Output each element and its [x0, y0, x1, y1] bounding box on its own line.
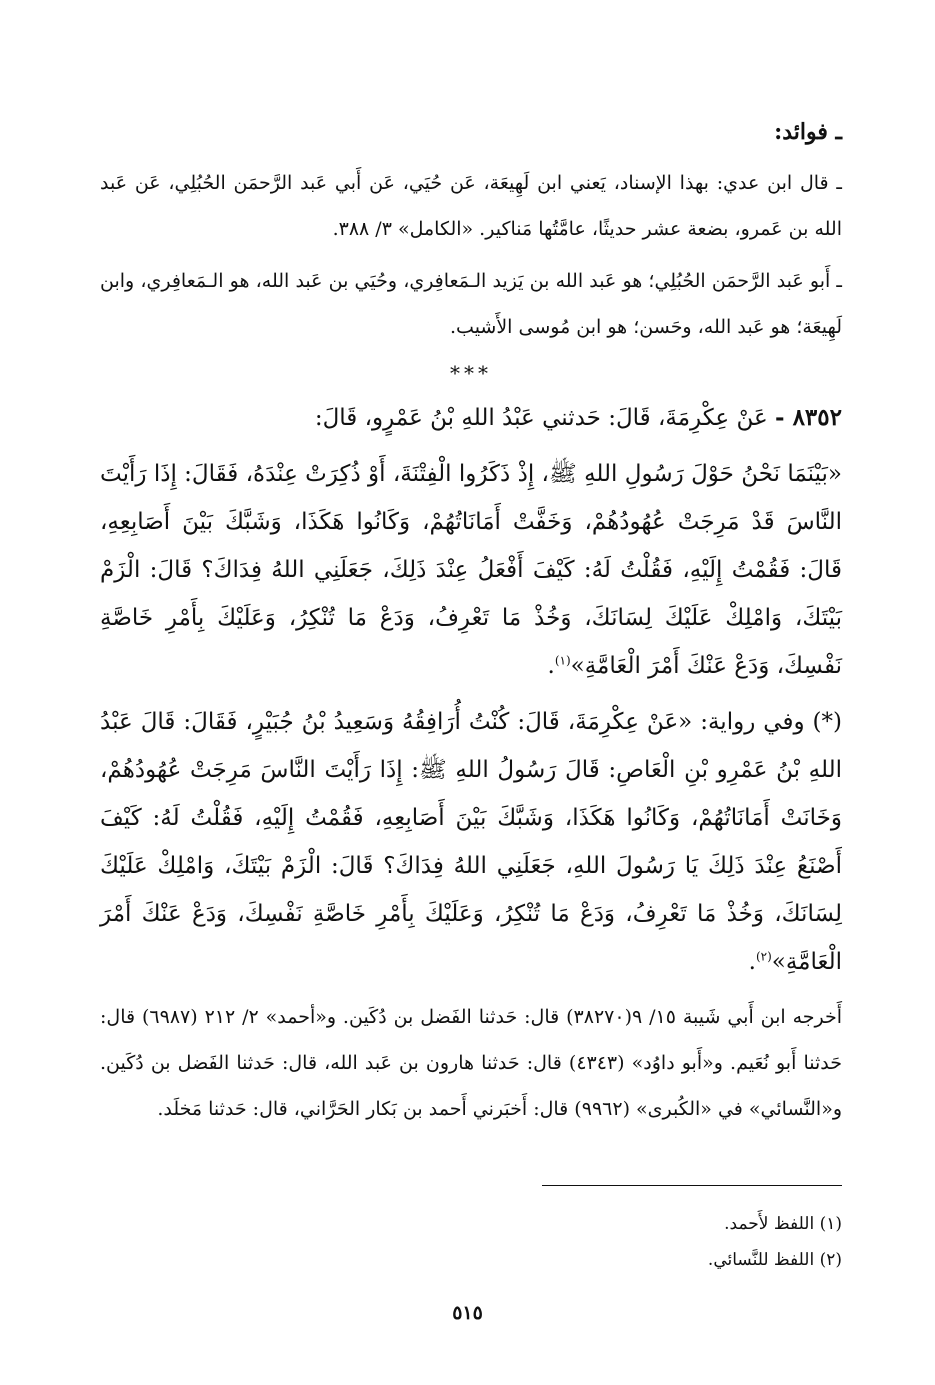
footnote-1: (١) اللفظ لأَحمد. — [724, 1214, 842, 1234]
page-body — [100, 112, 842, 1132]
page-number: ٥١٥ — [452, 1302, 483, 1324]
footnote-2: (٢) اللفظ للنَّسائي. — [707, 1250, 842, 1270]
hadith-variant-text: (*) وفي رواية: «عَنْ عِكْرِمَةَ، قَالَ: كُنْتُ أُرَافِقُهُ وَسَعِيدُ بْنُ جُبَيْرٍ، فَقَالَ: قَالَ عَبْدُ اللهِ بْنُ عَمْرِو بْنِ الْعَاصِ: قَالَ رَسُولُ اللهِ ﷺ: إِذَا رَأَيْتَ النَّاسَ مَرِجَتْ عُهُودُهُمْ، وَخَانَتْ أَمَانَاتُهُمْ، وَكَانُوا هَكَذَا، وَشَبَّكَ بَيْنَ أَصَابِعِهِ، فَقُمْتُ إِلَيْهِ، فَقُلْتُ لَهُ: كَيْفَ أَصْنَعُ عِنْدَ ذَلِكَ يَا رَسُولَ اللهِ، جَعَلَنِي اللهُ فِدَاكَ؟ قَالَ: الْزَمْ بَيْتَكَ، وَامْلِكْ عَلَيْكَ لِسَانَكَ، وَخُذْ مَا تَعْرِفُ، وَدَعْ مَا تُنْكِرُ، وَعَلَيْكَ بِأَمْرِ خَاصَّةِ نَفْسِكَ، وَدَعْ عَنْكَ أَمْرَ الْعَامَّةِ» — [100, 709, 842, 975]
hadith-isnad — [100, 394, 842, 442]
footnotes — [100, 1206, 842, 1278]
footnote-ref-1: (١) — [554, 653, 571, 668]
footnote-divider — [542, 1185, 842, 1186]
fawaid-note-narrators: ـ أَبو عَبد الرَّحمَن الحُبُلِي؛ هو عَبد الله بن يَزيد الـمَعافِري، وحُيَي بن عَبد الله، هو الـمَعافِري، وابن لَهِيعَة؛ هو عَبد الله، وحَسن؛ هو ابن مُوسى الأَشيب. — [100, 270, 842, 338]
hadith-matn-text: «بَيْنَمَا نَحْنُ حَوْلَ رَسُولِ اللهِ ﷺ، إِذْ ذَكَرُوا الْفِتْنَةَ، أَوْ ذُكِرَتْ عِنْدَهُ، فَقَالَ: إِذَا رَأَيْتَ النَّاسَ قَدْ مَرِجَتْ عُهُودُهُمْ، وَخَفَّتْ أَمَانَاتُهُمْ، وَكَانُوا هَكَذَا، وَشَبَّكَ بَيْنَ أَصَابِعِهِ، قَالَ: فَقُمْتُ إِلَيْهِ، فَقُلْتُ لَهُ: كَيْفَ أَفْعَلُ عِنْدَ ذَلِكَ، جَعَلَنِي اللهُ فِدَاكَ؟ قَالَ: الْزَمْ بَيْتَكَ، وَامْلِكْ عَلَيْكَ لِسَانَكَ، وَخُذْ مَا تَعْرِفُ، وَدَعْ مَا تُنْكِرُ، وَعَلَيْكَ بِأَمْرِ خَاصَّةِ نَفْسِكَ، وَدَعْ عَنْكَ أَمْرَ الْعَامَّةِ» — [100, 461, 842, 679]
hadith-number: ٨٣٥٢ - — [775, 404, 842, 431]
hadith-isnad-text: عَنْ عِكْرِمَةَ، قَالَ: حَدثني عَبْدُ اللهِ بْنُ عَمْرٍو، قَالَ: — [314, 405, 768, 431]
takhrij-paragraph: أَخرجه ابن أَبي شَيبة ١٥/ ٩(٣٨٢٧٠) قال: حَدثنا الفَضل بن دُكَين. و«أحمد» ٢/ ٢١٢ (٦٩٨٧) قال: حَدثنا أَبو نُعَيم. و«أَبو داوُد» (٤٣٤٣) قال: حَدثنا هارون بن عَبد الله، قال: حَدثنا الفَضل بن دُكَين. و«النَّسائي» في «الكُبرى» (٩٩٦٢) قال: أَخبَرني أَحمد بن بَكار الحَرَّاني، قال: حَدثنا مَخلَد. — [100, 1006, 843, 1120]
hadith-matn: «بَيْنَمَا نَحْنُ حَوْلَ رَسُولِ اللهِ ﷺ، إِذْ ذَكَرُوا الْفِتْنَةَ، أَوْ ذُكِرَتْ عِنْدَهُ، فَقَالَ: إِذَا رَأَيْتَ النَّاسَ قَدْ مَرِجَتْ عُهُودُهُمْ، وَخَفَّتْ أَمَانَاتُهُمْ، وَكَانُوا هَكَذَا، وَشَبَّكَ بَيْنَ أَصَابِعِهِ، قَالَ: فَقُمْتُ إِلَيْهِ، فَقُلْتُ لَهُ: كَيْفَ أَفْعَلُ عِنْدَ ذَلِكَ، جَعَلَنِي اللهُ فِدَاكَ؟ قَالَ: الْزَمْ بَيْتَكَ، وَامْلِكْ عَلَيْكَ لِسَانَكَ، وَخُذْ مَا تَعْرِفُ، وَدَعْ مَا تُنْكِرُ، وَعَلَيْكَ بِأَمْرِ خَاصَّةِ نَفْسِكَ، وَدَعْ عَنْكَ أَمْرَ الْعَامَّةِ»$^{(١)}$. — [100, 461, 842, 679]
hadith-variant: (*) وفي رواية: «عَنْ عِكْرِمَةَ، قَالَ: كُنْتُ أُرَافِقُهُ وَسَعِيدُ بْنُ جُبَيْرٍ، فَقَالَ: قَالَ عَبْدُ اللهِ بْنُ عَمْرِو بْنِ الْعَاصِ: قَالَ رَسُولُ اللهِ ﷺ: إِذَا رَأَيْتَ النَّاسَ مَرِجَتْ عُهُودُهُمْ، وَخَانَتْ أَمَانَاتُهُمْ، وَكَانُوا هَكَذَا، وَشَبَّكَ بَيْنَ أَصَابِعِهِ، فَقُمْتُ إِلَيْهِ، فَقُلْتُ لَهُ: كَيْفَ أَصْنَعُ عِنْدَ ذَلِكَ يَا رَسُولَ اللهِ، جَعَلَنِي اللهُ فِدَاكَ؟ قَالَ: الْزَمْ بَيْتَكَ، وَامْلِكْ عَلَيْكَ لِسَانَكَ، وَخُذْ مَا تَعْرِفُ، وَدَعْ مَا تُنْكِرُ، وَعَلَيْكَ بِأَمْرِ خَاصَّةِ نَفْسِكَ، وَدَعْ عَنْكَ أَمْرَ الْعَامَّةِ»$^{(٢)}$. — [100, 709, 842, 975]
fawaid-note-ibn-adi: ـ قال ابن عدي: بهذا الإسناد، يَعني ابن لَهِيعَة، عَن حُيَي، عَن أَبي عَبد الرَّحمَن الحُبُلِي، عَن عَبد الله بن عَمرو، بضعة عشر حديثًا، عامَّتُها مَناكير. «الكامل» ٣/ ٣٨٨. — [100, 172, 842, 240]
footnote-ref-2: (٢) — [755, 949, 772, 964]
fawaid-heading: ـ فوائد: — [774, 119, 842, 145]
section-separator: *** — [450, 361, 492, 385]
